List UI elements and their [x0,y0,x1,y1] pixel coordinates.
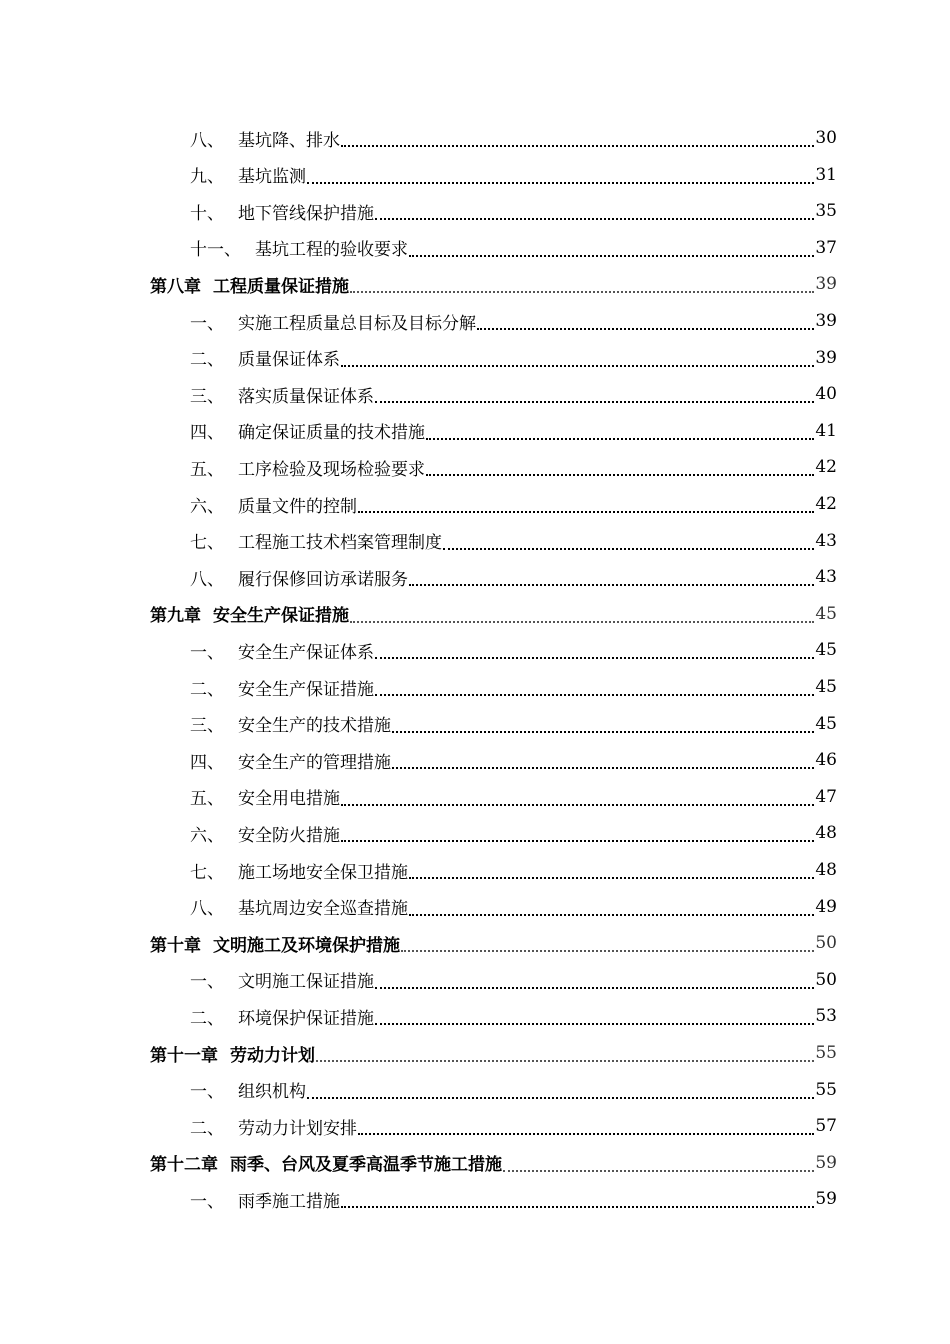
toc-entry-title: 安全生产的管理措施 [238,752,391,773]
toc-page-number: 43 [815,530,837,551]
toc-dot-leader [401,938,814,952]
toc-section-entry[interactable] [190,1072,837,1108]
toc-dot-leader [358,1121,814,1135]
toc-entry-number: 三、 [190,716,224,737]
toc-entry-title: 工程施工技术档案管理制度 [238,533,442,554]
toc-dot-leader [409,243,814,257]
toc-page-number: 47 [815,786,837,807]
toc-dot-leader [341,792,814,806]
toc-entry-title: 确定保证质量的技术措施 [238,423,425,444]
toc-dot-leader [375,1011,814,1025]
toc-page-number: 41 [815,420,837,441]
toc-entry-title: 安全生产保证体系 [238,642,374,663]
toc-entry-title: 劳动力计划 [230,1045,315,1066]
toc-section-entry[interactable] [190,669,837,705]
toc-chapter-entry[interactable] [150,1145,837,1181]
toc-entry-number: 八、 [190,899,224,920]
toc-section-entry[interactable] [190,120,837,156]
toc-section-entry[interactable] [190,852,837,888]
toc-entry-number: 五、 [190,459,224,480]
toc-entry-number: 一、 [190,972,224,993]
toc-entry-title: 雨季施工措施 [238,1191,340,1212]
toc-entry-title: 雨季、台风及夏季高温季节施工措施 [230,1155,502,1176]
toc-dot-leader [477,316,814,330]
toc-page-number: 39 [815,274,837,295]
toc-entry-number: 六、 [190,496,224,517]
toc-page-number: 49 [815,896,837,917]
toc-entry-number: 十、 [190,203,224,224]
toc-page-number: 57 [815,1116,837,1137]
toc-chapter-entry[interactable] [150,266,837,302]
toc-page-number: 59 [815,1152,837,1173]
toc-section-entry[interactable] [190,486,837,522]
toc-dot-leader [350,279,814,293]
toc-section-entry[interactable] [190,340,837,376]
toc-dot-leader [316,1048,814,1062]
toc-page-number: 50 [815,933,837,954]
toc-dot-leader [426,462,814,476]
toc-page-number: 40 [815,384,837,405]
toc-dot-leader [392,719,814,733]
toc-entry-title: 安全防火措施 [238,825,340,846]
toc-entry-number: 九、 [190,167,224,188]
toc-page-number: 37 [815,237,837,258]
toc-page-number: 45 [815,713,837,734]
toc-entry-title: 质量文件的控制 [238,496,357,517]
toc-entry-number: 三、 [190,386,224,407]
toc-section-entry[interactable] [190,559,837,595]
toc-section-entry[interactable] [190,779,837,815]
toc-entry-title: 基坑降、排水 [238,130,340,151]
toc-dot-leader [307,170,814,184]
toc-section-entry[interactable] [190,706,837,742]
toc-entry-number: 四、 [190,752,224,773]
toc-dot-leader [503,1158,814,1172]
toc-entry-number: 八、 [190,130,224,151]
toc-entry-title: 安全用电措施 [238,789,340,810]
toc-entry-number: 二、 [190,1118,224,1139]
toc-entry-number: 第八章 [150,276,201,297]
toc-entry-title: 落实质量保证体系 [238,386,374,407]
toc-section-entry[interactable] [190,523,837,559]
toc-page-number: 55 [815,1079,837,1100]
toc-dot-leader [375,645,814,659]
toc-entry-number: 第十二章 [150,1155,218,1176]
toc-entry-number: 四、 [190,423,224,444]
toc-dot-leader [375,206,814,220]
toc-entry-number: 一、 [190,1082,224,1103]
toc-entry-number: 七、 [190,533,224,554]
toc-entry-title: 实施工程质量总目标及目标分解 [238,313,476,334]
toc-entry-number: 一、 [190,1191,224,1212]
toc-chapter-entry[interactable] [150,925,837,961]
toc-entry-title: 基坑监测 [238,167,306,188]
toc-page-number: 42 [815,494,837,514]
toc-page-number: 42 [815,457,837,478]
toc-dot-leader [341,133,814,147]
toc-dot-leader [341,1194,814,1208]
toc-page-number: 39 [815,347,837,368]
toc-section-entry[interactable] [190,632,837,668]
toc-dot-leader [375,682,814,696]
toc-entry-title: 工程质量保证措施 [213,276,349,297]
toc-entry-number: 二、 [190,679,224,700]
toc-entry-number: 一、 [190,642,224,663]
toc-page-number: 59 [815,1189,837,1210]
toc-dot-leader [341,353,814,367]
toc-entry-title: 文明施工及环境保护措施 [213,935,400,956]
toc-entry-number: 二、 [190,350,224,371]
toc-page-number: 30 [815,128,837,148]
toc-entry-number: 七、 [190,862,224,883]
toc-section-entry[interactable] [190,889,837,925]
toc-page-number: 53 [815,1006,837,1027]
toc-section-entry[interactable] [190,303,837,339]
toc-entry-title: 文明施工保证措施 [238,972,374,993]
toc-entry-title: 安全生产保证措施 [238,679,374,700]
toc-dot-leader [341,828,814,842]
toc-entry-title: 工序检验及现场检验要求 [238,459,425,480]
toc-entry-title: 地下管线保护措施 [238,203,374,224]
toc-dot-leader [443,536,814,550]
toc-entry-number: 八、 [190,569,224,590]
toc-entry-title: 质量保证体系 [238,350,340,371]
toc-entry-title: 安全生产保证措施 [213,606,349,627]
toc-page-number: 35 [815,201,837,222]
toc-chapter-entry[interactable] [150,1035,837,1071]
toc-page-number: 45 [815,677,837,697]
toc-entry-number: 二、 [190,1008,224,1029]
toc-entry-number: 五、 [190,789,224,810]
toc-page-number: 43 [815,567,837,588]
toc-entry-number: 第十一章 [150,1045,218,1066]
toc-dot-leader [392,755,814,769]
toc-section-entry[interactable] [190,449,837,485]
toc-section-entry[interactable] [190,230,837,266]
toc-section-entry[interactable] [190,376,837,412]
toc-entry-title: 劳动力计划安排 [238,1118,357,1139]
toc-dot-leader [307,1085,814,1099]
toc-page-number: 55 [815,1043,837,1063]
toc-section-entry[interactable] [190,1181,837,1217]
toc-section-entry[interactable] [190,742,837,778]
toc-entry-title: 安全生产的技术措施 [238,716,391,737]
toc-section-entry[interactable] [190,193,837,229]
toc-page-number: 31 [815,164,837,185]
toc-dot-leader [409,902,814,916]
toc-page-number: 45 [815,640,837,661]
toc-entry-number: 第十章 [150,935,201,956]
toc-section-entry[interactable] [190,962,837,998]
toc-dot-leader [409,865,814,879]
toc-entry-title: 履行保修回访承诺服务 [238,569,408,590]
toc-section-entry[interactable] [190,157,837,193]
toc-entry-title: 基坑周边安全巡查措施 [238,899,408,920]
toc-section-entry[interactable] [190,413,837,449]
toc-entry-title: 环境保护保证措施 [238,1008,374,1029]
toc-page-number: 39 [815,311,837,331]
toc-entry-title: 组织机构 [238,1082,306,1103]
toc-dot-leader [426,426,814,440]
toc-entry-title: 基坑工程的验收要求 [255,240,408,261]
toc-page-number: 45 [815,603,837,624]
toc-dot-leader [350,609,814,623]
toc-section-entry[interactable] [190,815,837,851]
toc-page-number: 48 [815,860,837,880]
toc-entry-number: 第九章 [150,606,201,627]
toc-dot-leader [409,572,814,586]
toc-page-number: 50 [815,969,837,990]
toc-dot-leader [375,975,814,989]
toc-dot-leader [375,389,814,403]
toc-entry-title: 施工场地安全保卫措施 [238,862,408,883]
toc-entry-number: 六、 [190,825,224,846]
toc-page-number: 48 [815,823,837,844]
toc-chapter-entry[interactable] [150,596,837,632]
toc-section-entry[interactable] [190,1108,837,1144]
toc-dot-leader [358,499,814,513]
toc-entry-number: 一、 [190,313,224,334]
toc-page-number: 46 [815,750,837,771]
toc-entry-number: 十一、 [190,240,241,261]
toc-section-entry[interactable] [190,998,837,1034]
